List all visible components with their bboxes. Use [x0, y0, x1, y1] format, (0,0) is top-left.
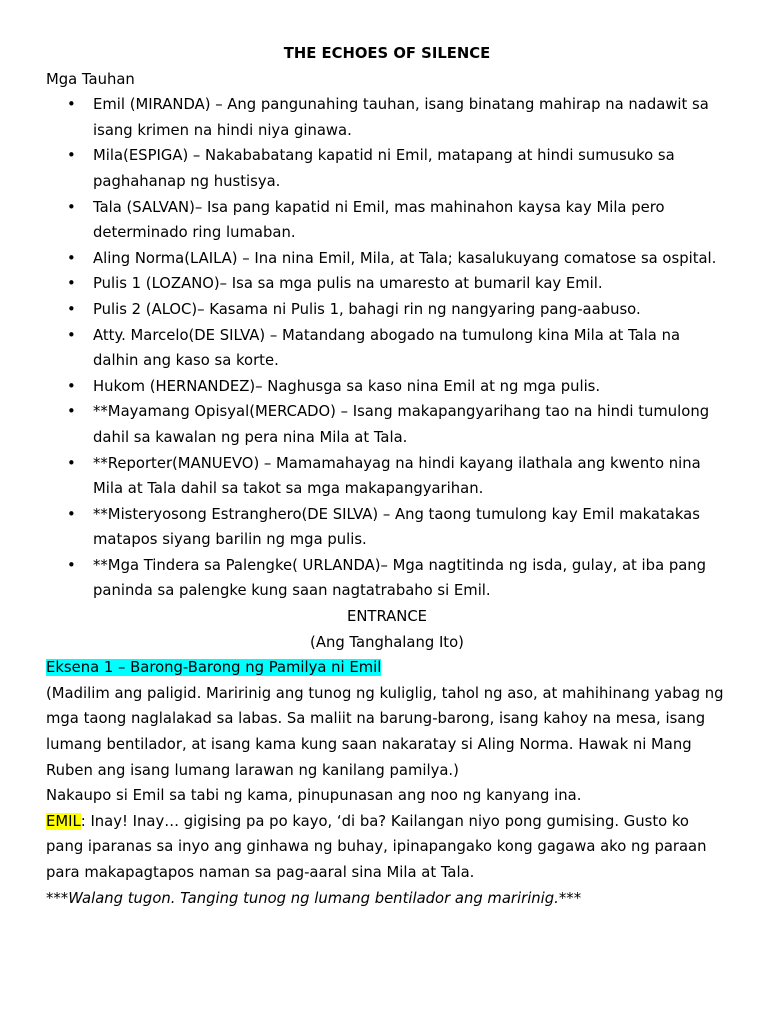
cast-item-text: **Misteryosong Estranghero(DE SILVA) – Ang taong tumulong kay Emil makatakas matapos siyang barilin ng mga pulis.	[93, 505, 700, 549]
closing-note-prefix: ***	[46, 889, 69, 907]
cast-item	[46, 143, 728, 194]
cast-heading: Mga Tauhan	[46, 70, 135, 88]
cast-item-text: Pulis 1 (LOZANO)– Isa sa mga pulis na umaresto at bumaril kay Emil.	[93, 275, 603, 293]
bullet-icon: •	[67, 198, 76, 216]
cast-item	[46, 195, 728, 246]
closing-note	[46, 886, 728, 912]
cast-item	[46, 399, 728, 450]
cast-item	[46, 451, 728, 502]
bullet-icon: •	[67, 300, 76, 318]
cast-item	[46, 553, 728, 604]
speaker-separator: :	[80, 812, 86, 830]
closing-note-suffix: ***	[558, 889, 582, 907]
cast-item-text: Emil (MIRANDA) – Ang pangunahing tauhan, isang binatang mahirap na nadawit sa isang krimen na hindi niya ginawa.	[93, 96, 709, 139]
scene-heading: Eksena 1 – Barong-Barong ng Pamilya ni Emil	[46, 659, 382, 677]
cast-item	[46, 323, 728, 374]
cast-item	[46, 246, 728, 272]
closing-note-text: Walang tugon. Tanging tunog ng lumang bentilador ang maririnig.	[68, 889, 559, 907]
cast-item	[46, 92, 728, 143]
cast-item-text: Tala (SALVAN)– Isa pang kapatid ni Emil, mas mahinahon kaysa kay Mila pero determinado ring lumaban.	[93, 198, 665, 242]
stage-direction: (Madilim ang paligid. Maririnig ang tunog ng kuliglig, tahol ng aso, at mahihinang yabag ng mga taong naglalakad sa labas. Sa maliit na barung-barong, isang kahoy na mesa, isang lumang bentilador, at isang kama kung saan nakaratay si Aling Norma. Hawak ni Mang Ruben ang isang lumang larawan ng kanilang pamilya.)	[46, 684, 724, 779]
cast-item	[46, 374, 728, 400]
cast-item-text: Hukom (HERNANDEZ)– Naghusga sa kaso nina Emil at ng mga pulis.	[93, 377, 601, 395]
bullet-icon: •	[67, 147, 76, 165]
cast-item-text: Aling Norma(LAILA) – Ina nina Emil, Mila, at Tala; kasalukuyang comatose sa ospital.	[93, 249, 717, 267]
document-title: THE ECHOES OF SILENCE	[283, 45, 491, 62]
entrance-subheading: (Ang Tanghalang Ito)	[310, 633, 464, 651]
dialogue-line	[46, 809, 728, 886]
bullet-icon: •	[67, 326, 76, 344]
cast-list	[46, 92, 728, 604]
cast-item-text: **Mga Tindera sa Palengke( URLANDA)– Mga nagtitinda ng isda, gulay, at iba pang paninda sa palengke kung saan nagtatrabaho si Emil.	[93, 556, 707, 600]
cast-item-text: Pulis 2 (ALOC)– Kasama ni Pulis 1, bahagi rin ng nangyaring pang-aabuso.	[93, 300, 641, 318]
bullet-icon: •	[67, 249, 76, 267]
bullet-icon: •	[67, 505, 76, 523]
bullet-icon: •	[67, 96, 76, 114]
cast-item-text: Mila(ESPIGA) – Nakababatang kapatid ni Emil, matapang at hindi sumusuko sa paghahanap ng hustisya.	[93, 147, 675, 190]
entrance-heading: ENTRANCE	[346, 608, 427, 626]
cast-item	[46, 297, 728, 323]
cast-item-text: **Mayamang Opisyal(MERCADO) – Isang makapangyarihang tao na hindi tumulong dahil sa kawalan ng pera nina Mila at Tala.	[93, 403, 710, 446]
bullet-icon: •	[67, 275, 76, 293]
dialogue-text: Inay! Inay… gigising pa po kayo, ‘di ba? Kailangan niyo pong gumising. Gusto ko pang iparanas sa inyo ang ginhawa ng buhay, ipinapangako kong gagawa ako ng paraan para makapagtapos naman sa pag-aaral sina Mila at Tala.	[46, 812, 707, 881]
speaker-name: EMIL	[46, 812, 81, 830]
cast-item	[46, 502, 728, 553]
action-line: Nakaupo si Emil sa tabi ng kama, pinupunasan ang noo ng kanyang ina.	[46, 787, 582, 805]
bullet-icon: •	[67, 556, 76, 574]
cast-item-text: **Reporter(MANUEVO) – Mamamahayag na hindi kayang ilathala ang kwento nina Mila at Tala dahil sa takot sa mga makapangyarihan.	[93, 454, 701, 498]
cast-item-text: Atty. Marcelo(DE SILVA) – Matandang abogado na tumulong kina Mila at Tala na dalhin ang kaso sa korte.	[93, 326, 681, 370]
bullet-icon: •	[67, 377, 76, 395]
cast-item	[46, 271, 728, 297]
scene-heading-line	[46, 655, 728, 681]
bullet-icon: •	[67, 403, 76, 421]
bullet-icon: •	[67, 454, 76, 472]
